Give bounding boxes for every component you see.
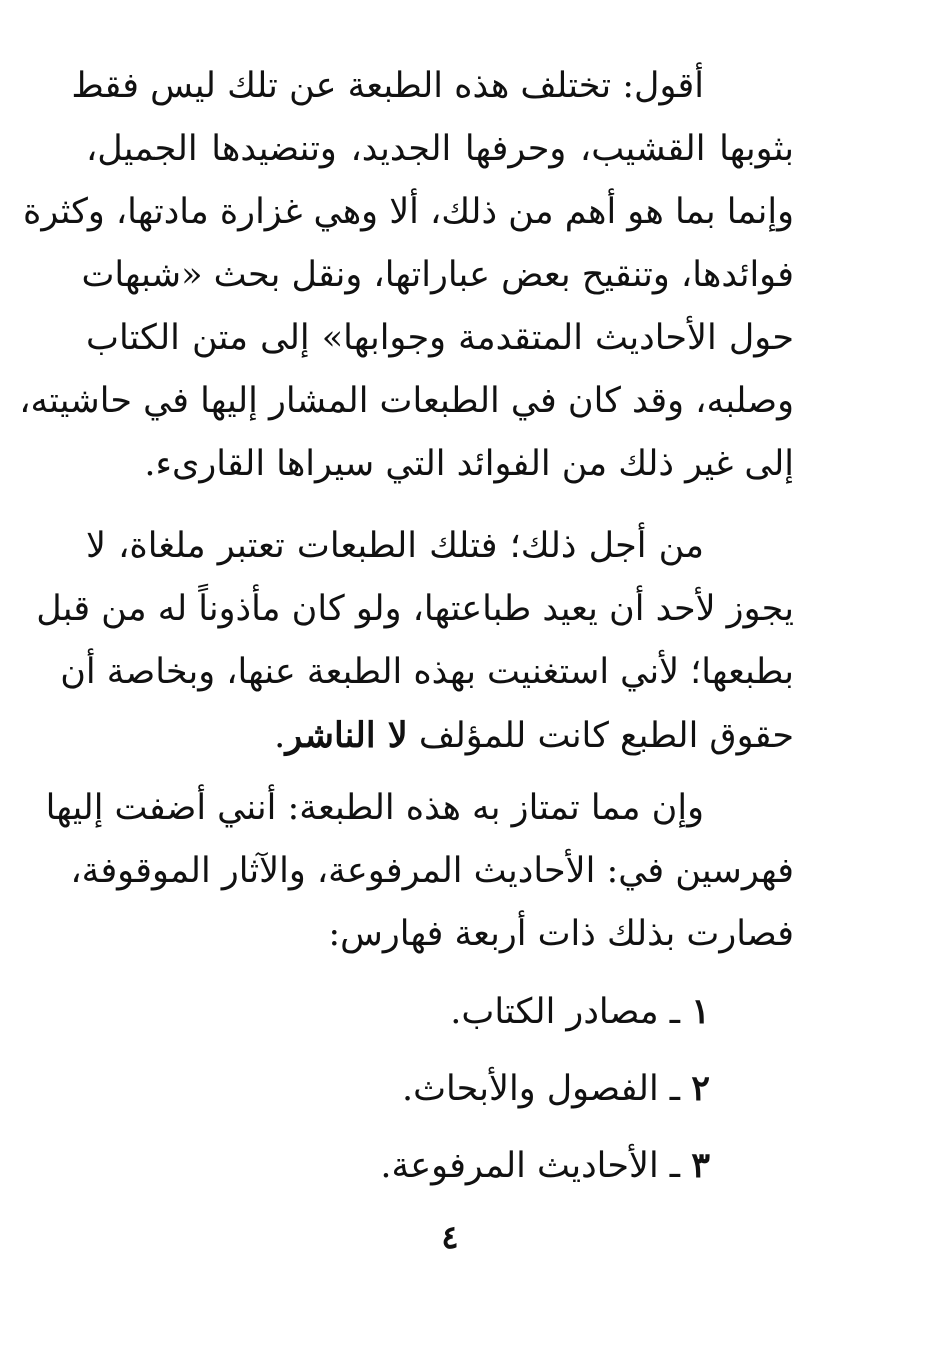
text-line-suffix: .: [274, 716, 286, 756]
list-number: ٢: [691, 1068, 710, 1109]
paragraph-indexes: [45, 777, 794, 966]
text-line: حول الأحاديث المتقدمة وجوابها» إلى متن الكتاب: [86, 318, 794, 358]
list-item: [402, 1057, 710, 1121]
text-line: بثوبها القشيب، وحرفها الجديد، وتنضيدها الجميل،: [86, 129, 794, 169]
text-line: فوائدها، وتنقيح بعض عباراتها، ونقل بحث «شبهات: [81, 255, 794, 295]
text-line: يجوز لأحد أن يعيد طباعتها، ولو كان مأذوناً له من قبل: [36, 589, 794, 629]
paragraph-intro: [19, 55, 794, 496]
list-number: ١: [691, 991, 710, 1032]
list-item: [380, 1134, 710, 1198]
text-line: فهرسين في: الأحاديث المرفوعة، والآثار الموقوفة،: [70, 851, 794, 891]
text-line: من أجل ذلك؛ فتلك الطبعات تعتبر ملغاة، لا: [86, 526, 704, 566]
text-line: أقول: تختلف هذه الطبعة عن تلك ليس فقط: [71, 66, 704, 106]
page-number: ٤: [441, 1218, 459, 1256]
text-line-prefix: حقوق الطبع كانت للمؤلف: [418, 716, 794, 756]
bold-phrase: لا الناشر: [285, 715, 408, 756]
list-number: ٣: [691, 1145, 710, 1186]
text-line: وإنما بما هو أهم من ذلك، ألا وهي غزارة مادتها، وكثرة: [22, 192, 794, 232]
text-line: فصارت بذلك ذات أربعة فهارس:: [328, 914, 794, 954]
text-line: إلى غير ذلك من الفوائد التي سيراها القارىء.: [144, 444, 794, 484]
text-line: [86, 704, 794, 768]
text-line: بطبعها؛ لأني استغنيت بهذه الطبعة عنها، وبخاصة أن: [60, 652, 794, 692]
list-text: ـ مصادر الكتاب.: [450, 992, 692, 1032]
text-line: وصلبه، وقد كان في الطبعات المشار إليها في حاشيته،: [19, 381, 794, 421]
list-text: ـ الأحاديث المرفوعة.: [380, 1146, 692, 1186]
text-line: وإن مما تمتاز به هذه الطبعة: أنني أضفت إليها: [45, 788, 704, 828]
list-item: [450, 980, 710, 1044]
paragraph-rights: [36, 515, 794, 768]
list-text: ـ الفصول والأبحاث.: [401, 1069, 692, 1109]
